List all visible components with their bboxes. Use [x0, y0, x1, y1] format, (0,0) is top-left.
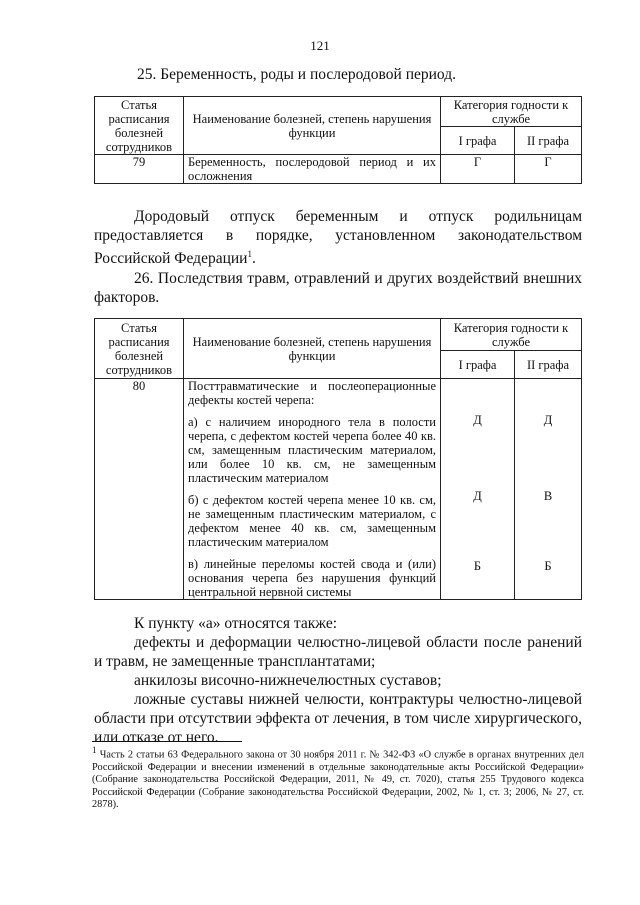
section-25-heading: 25. Беременность, роды и послеродовой период. — [137, 66, 456, 83]
table-row — [95, 379, 582, 600]
col-header-name: Наименование болезней, степень нарушения функции — [184, 97, 441, 155]
page-number: 121 — [310, 38, 330, 53]
cell-g1: Г — [441, 155, 515, 184]
cell-g2: Г — [515, 155, 582, 184]
table-section-25 — [94, 96, 582, 184]
item-b-g2: В — [543, 489, 553, 503]
col-header-article: Статья расписания болезней сотрудников — [95, 319, 184, 379]
note-p1: К пункту «а» относятся также: — [134, 615, 337, 632]
item-c-text: в) линейные переломы костей свода и (или) основания черепа без нарушения функций центральной нервной системы — [188, 557, 436, 599]
cell-name: Беременность, послеродовой период и их осложнения — [184, 155, 441, 184]
item-b-text: б) с дефектом костей черепа менее 10 кв. см, не замещенным пластическим материалом, с дефектом менее 40 кв. см, замещенным пластическим материалом — [188, 493, 436, 549]
table-section-26 — [94, 318, 582, 600]
col-header-g1: I графа — [441, 127, 515, 155]
item-a-text: а) с наличием инородного тела в полости черепа, с дефектом костей черепа более 40 кв. см, замещенным пластическим материалом, или более 10 кв. см, не замещенным пластическим материалом — [188, 415, 436, 485]
section-26-heading: 26. Последствия травм, отравлений и других воздействий внешних факторов. — [94, 270, 582, 306]
cell-g1 — [441, 379, 515, 600]
col-header-g2: II графа — [515, 127, 582, 155]
cell-article: 80 — [95, 379, 184, 600]
note-p4: ложные суставы нижней челюсти, контрактуры челюстно-лицевой области при отсутствии эффекта от лечения, в том числе хирургического, или отказе от него. — [94, 691, 582, 746]
item-c-g1: Б — [473, 559, 482, 573]
cell-name — [184, 379, 441, 600]
note-p2: дефекты и деформации челюстно-лицевой области после ранений и травм, не замещенные трансплантатами; — [94, 634, 582, 670]
col-header-name: Наименование болезней, степень нарушения функции — [184, 319, 441, 379]
cell-article: 79 — [95, 155, 184, 184]
footnote-text: Часть 2 статьи 63 Федерального закона от 30 ноября 2011 г. № 342-ФЗ «О службе в органах внутренних дел Российской Федерации и внесении изменений в отдельные законодательные акты Российской Федерации» (Собрание законодательства Российской Федерации, 2011, № 49, ст. 7020), статья 255 Трудового кодекса Российской Федерации (Собрание законодательства Российской Федерации, 2002, № 1, ст. 3; 2006, № 27, ст. 2878). — [92, 749, 584, 811]
col-header-g1: I графа — [441, 351, 515, 379]
item-b-g1: Д — [473, 489, 482, 503]
item-c-g2: Б — [544, 559, 552, 573]
col-header-article: Статья расписания болезней сотрудников — [95, 97, 184, 155]
note-p3: анкилозы височно-нижнечелюстных суставов; — [134, 672, 442, 689]
paragraph-leave-end: . — [251, 250, 256, 268]
paragraph-leave — [94, 207, 582, 268]
footnote — [92, 744, 584, 811]
footnote-ref[interactable]: 1 — [247, 249, 252, 259]
footnote-separator — [92, 741, 242, 742]
row-intro: Посттравматические и послеоперационные дефекты костей черепа: — [188, 379, 436, 407]
footnote-mark: 1 — [92, 745, 97, 755]
col-header-category: Категория годности к службе — [441, 319, 582, 351]
paragraph-leave-text: Дородовый отпуск беременным и отпуск родильницам предоставляется в порядке, установленном законодательством Российской Федерации — [94, 208, 582, 268]
table-row — [95, 155, 582, 184]
col-header-g2: II графа — [515, 351, 582, 379]
col-header-category: Категория годности к службе — [441, 97, 582, 127]
cell-g2 — [515, 379, 582, 600]
item-a-g1: Д — [473, 413, 482, 427]
item-a-g2: Д — [543, 413, 553, 427]
